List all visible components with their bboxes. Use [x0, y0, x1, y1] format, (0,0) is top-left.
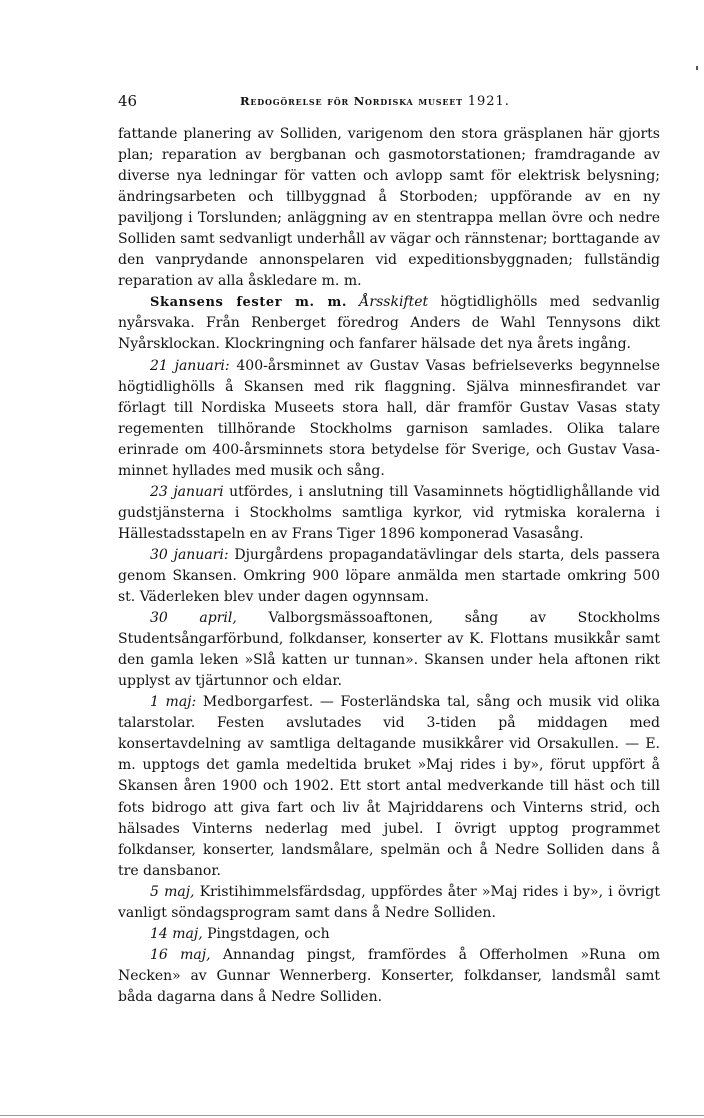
paragraph-body: Medborgarfest. — Fosterländska tal, sång och musik vid olika talarstolar. Festen avslutades vid 3-tiden på middagen med konsertavdelning av samtliga deltagande musikkårer vid Orsakullen. — E. m. upptogs det gamla medeltida bruket »Maj rides i by», förut uppfört å Skansen åren 1900 och 1902. Ett stort antal medverkande till häst och till fots bidrogo att giva fart och liv åt Majriddarens och Vinterns strid, och hälsades Vinterns nederlag med jubel. I övrigt upptog programmet folkdanser, konserter, landsmålare, spelmän och å Nedre Solliden dans å tre dansbanor.: [118, 694, 660, 879]
page-number: 46: [118, 92, 138, 110]
date-label: 5 maj,: [150, 883, 195, 900]
paragraph-body: Valborgsmässoaftonen, sång av Stockholms Studentsångarförbund, folkdanser, konserter av K. Flottans musikkår samt den gamla leken »Slå katten ur tunnan». Skansen under hela aftonen rikt upplyst av tjärtunnor och eldar.: [118, 610, 661, 690]
date-label: 1 maj:: [150, 694, 197, 711]
paragraph-21-januari: [118, 356, 660, 482]
paragraph-solliden-works: fattande planering av Solliden, varigenom den stora gräsplanen här gjorts plan; reparation av bergbanan och gasmotorstationen; framdragande av diverse nya ledningar för vatten och avlopp samt för elektrisk belysning; ändringsarbeten och tillbyggnad å Storboden; uppförande av en ny paviljong i Torslunden; anläggning av en stentrappa mellan övre och nedre Solliden samt sedvanligt underhåll av vägar och rännstenar; borttagande av den vanprydande annonspelaren vid expeditionsbyggnaden; fullständig reparation av alla åskledare m. m.: [118, 126, 660, 290]
page-header: [118, 92, 660, 112]
paragraph-5-maj: [118, 882, 660, 924]
paragraph-16-maj: [118, 945, 660, 1008]
section-heading: Skansens fester m. m.: [150, 295, 348, 311]
paragraph-30-april: [118, 608, 660, 692]
paragraph-body: högtidlighölls med sedvanlig nyårsvaka. Från Renberget föredrog Anders de Wahl Tennysons dikt Nyårsklockan. Klockringning och fanfarer hälsade det nya årets ingång.: [118, 294, 661, 353]
body-text: [118, 124, 660, 1008]
paragraph-new-year: [118, 292, 660, 355]
paragraph-body: 400-årsminnet av Gustav Vasas befrielseverks begynnelse högtidlighölls å Skansen med rik flaggning. Själva minnesfirandet var förlagt till Nordiska Museets stora hall, där framför Gustav Vasas staty regementen tillhörande Stockholms garnison samlades. Olika talare erinrade om 400-årsminnets stora betydelse för Sverige, och Gustav Vasa-minnet hyllades med musik och sång.: [118, 357, 660, 479]
date-label: 30 januari:: [150, 546, 229, 563]
date-label: 16 maj,: [150, 946, 211, 963]
running-title-text: Redogörelse för Nordiska museet: [240, 94, 463, 108]
running-title: [240, 94, 510, 109]
paragraph-30-januari: [118, 545, 660, 608]
date-label: 21 januari:: [150, 357, 230, 374]
paragraph-23-januari: [118, 482, 660, 545]
date-label: 30 april,: [150, 610, 237, 627]
date-label: 14 maj,: [150, 925, 203, 942]
scan-speck: [696, 66, 698, 70]
paragraph-14-maj: [118, 924, 660, 945]
running-title-year: 1921.: [467, 94, 510, 109]
paragraph-body: Annandag pingst, framfördes å Offerholmen »Runa om Necken» av Gunnar Wennerberg. Konserter, folkdanser, landsmål samt båda dagarna dans å Nedre Solliden.: [118, 946, 661, 1005]
date-label: 23 januari: [150, 483, 224, 500]
paragraph-1-maj: [118, 692, 660, 881]
date-label: Årsskiftet: [359, 294, 429, 311]
scan-edge-line: [0, 1115, 704, 1116]
paragraph-body: Djurgårdens propagandatävlingar dels starta, dels passera genom Skansen. Omkring 900 löpare anmälda men startade omkring 500 st. Väderleken blev under dagen ogynnsam.: [118, 546, 661, 606]
paragraph-body: Pingstdagen, och: [207, 925, 330, 942]
paragraph-body: utfördes, i anslutning till Vasaminnets högtidlighållande vid gudstjänsterna i Stockholms samtliga kyrkor, vid rytmiska koralerna i Hällestadsstapeln en av Frans Tiger 1896 komponerad Vasasång.: [118, 483, 660, 542]
paragraph-body: Kristihimmelsfärdsdag, uppfördes åter »Maj rides i by», i övrigt vanligt söndagsprogram samt dans å Nedre Solliden.: [118, 883, 660, 921]
